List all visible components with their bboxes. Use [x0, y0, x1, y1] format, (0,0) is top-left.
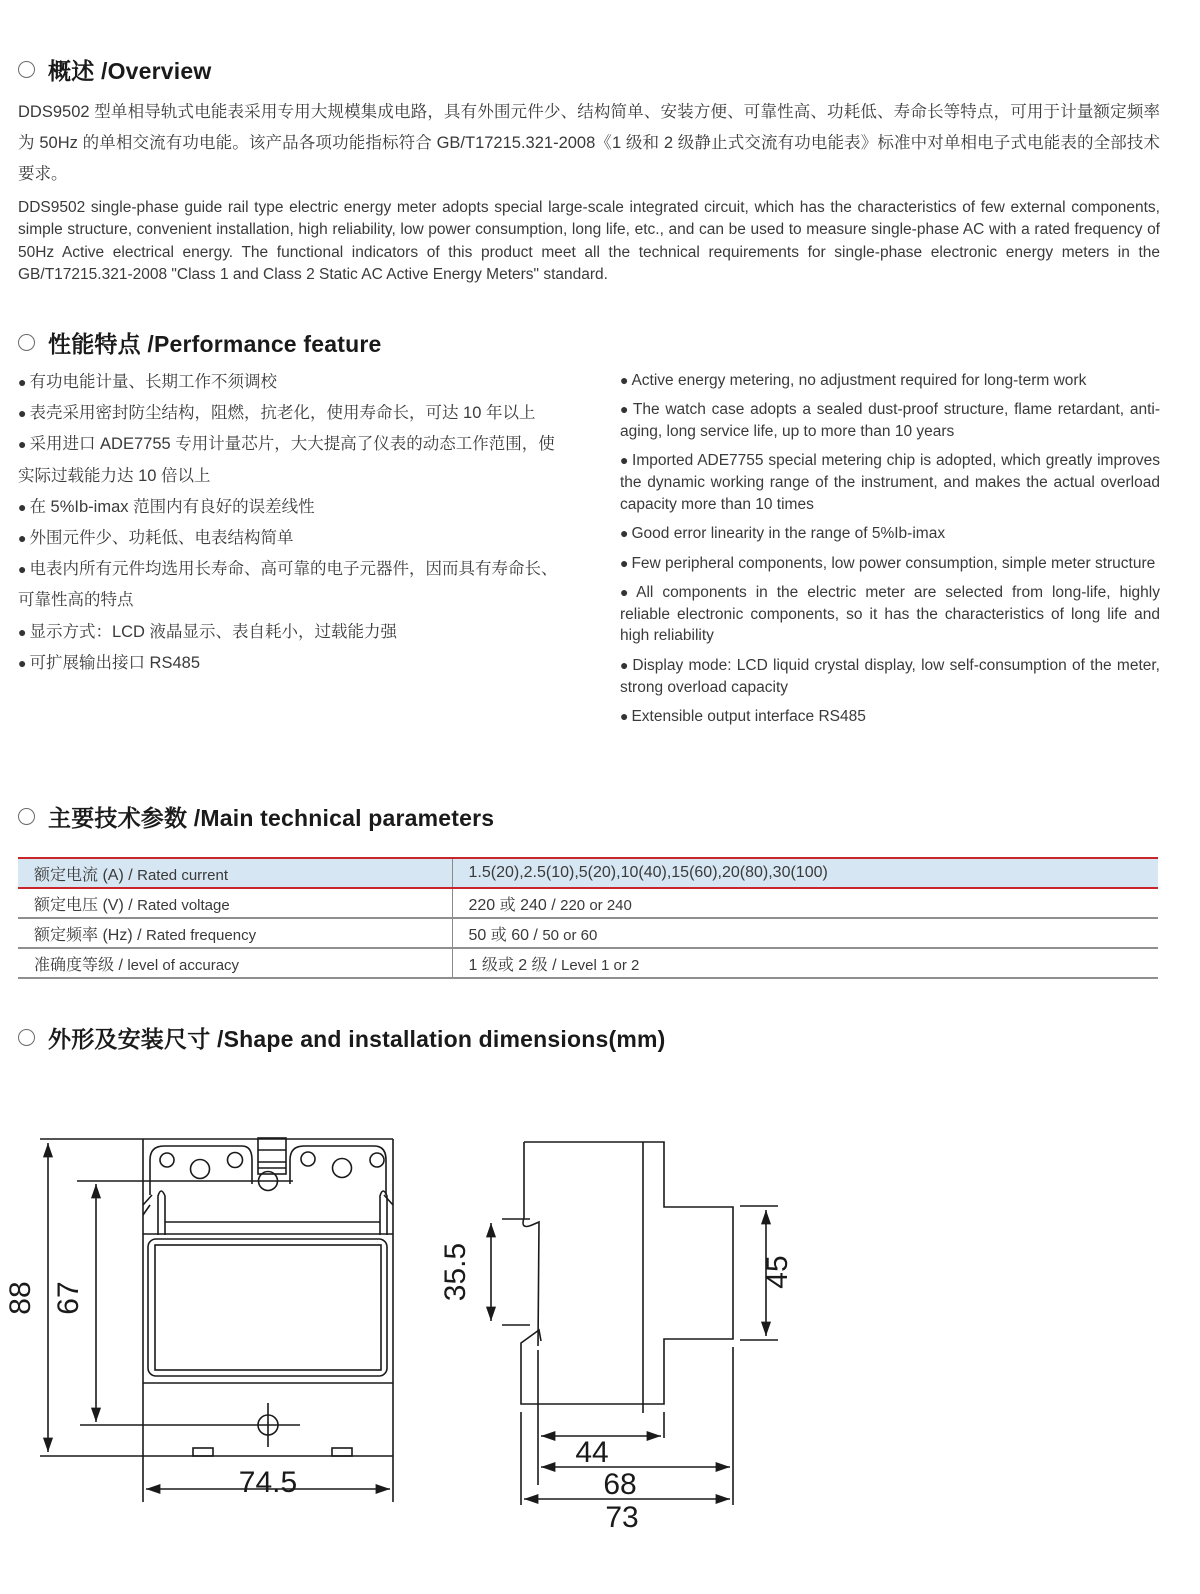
side-view [491, 1142, 778, 1505]
feature-item-cn [18, 648, 563, 679]
bullet-icon: ● [620, 525, 629, 542]
dim-label-45: 45 [761, 1255, 794, 1289]
feature-item-en [620, 553, 1160, 575]
param-label: 准确度等级 / level of accuracy [18, 948, 452, 978]
bullet-icon: ● [18, 654, 27, 671]
dim-label-44: 44 [575, 1436, 609, 1469]
front-view [40, 1138, 393, 1502]
bullet-icon: ● [18, 561, 27, 578]
dim-label-74-5: 74.5 [238, 1466, 298, 1499]
feature-text: Few peripheral components, low power consumption, simple meter structure [631, 554, 1156, 572]
dim-label-73: 73 [605, 1501, 639, 1534]
feature-text: Active energy metering, no adjustment required for long-term work [631, 372, 1087, 389]
feature-item-cn [18, 617, 563, 648]
feature-text: Good error linearity in the range of 5%Ib-imax [631, 525, 946, 543]
bullet-icon: ● [18, 374, 27, 390]
param-label: 额定电压 (V) / Rated voltage [18, 888, 452, 918]
bullet-icon: ● [18, 436, 27, 453]
feature-item-cn [18, 492, 563, 523]
section-circle-icon [18, 61, 35, 78]
feature-text: 外围元件少、功耗低、电表结构简单 [29, 529, 294, 548]
performance-heading-text: 性能特点 /Performance feature [48, 331, 382, 357]
param-label: 额定频率 (Hz) / Rated frequency [18, 918, 452, 948]
section-circle-icon [18, 1029, 35, 1046]
parameters-table [18, 857, 1158, 979]
feature-list-cn [18, 367, 563, 679]
param-value: 50 或 60 / 50 or 60 [468, 926, 598, 944]
feature-text: 采用进口 ADE7755 专用计量芯片，大大提高了仪表的动态工作范围，使实际过载能力达 10 倍以上 [18, 435, 555, 485]
feature-text: Display mode: LCD liquid crystal display, low self-consumption of the meter, strong overload capacity [620, 656, 1160, 696]
bullet-icon: ● [620, 554, 629, 571]
dim-label-88: 88 [4, 1281, 37, 1315]
feature-item-en [620, 523, 1160, 545]
overview-cn-text: DDS9502 型单相导轨式电能表采用专用大规模集成电路，具有外围元件少、结构简单、安装方便、可靠性高、功耗低、寿命长等特点，可用于计量额定频率为 50Hz 的单相交流有功电能。该产品各项功能指标符合 GB/T17215.321-2008《1 级和 2 级静止式交流有功电能表》标准中对单相电子式电能表的全部技术要求。 [18, 103, 1160, 183]
feature-text: 在 5%Ib-imax 范围内有良好的误差线性 [29, 497, 315, 516]
param-value: 1 级或 2 级 / Level 1 or 2 [468, 956, 640, 974]
feature-item-cn [18, 523, 563, 554]
parameters-heading [18, 800, 494, 833]
feature-item-cn [18, 554, 563, 616]
feature-text: 可扩展输出接口 RS485 [29, 653, 201, 672]
feature-text: 表壳采用密封防尘结构，阻燃，抗老化，使用寿命长，可达 10 年以上 [29, 404, 536, 423]
bullet-icon: ● [620, 583, 634, 600]
feature-text: 电表内所有元件均选用长寿命、高可靠的电子元器件，因而具有寿命长、可靠性高的特点 [18, 560, 558, 610]
bullet-icon: ● [620, 656, 630, 673]
performance-heading [18, 326, 381, 359]
bullet-icon: ● [18, 623, 27, 640]
feature-item-en [620, 582, 1160, 647]
dim-label-68: 68 [603, 1468, 637, 1501]
bullet-icon: ● [620, 452, 630, 469]
dimensions-heading [18, 1021, 666, 1054]
feature-text: 有功电能计量、长期工作不须调校 [29, 373, 277, 391]
feature-text: All components in the electric meter are selected from long-life, highly reliable electronic components, so it has the characteristics of long life and high reliability [620, 583, 1160, 645]
overview-en-text: DDS9502 single-phase guide rail type electric energy meter adopts special large-scale integrated circuit, which has the characteristics of few external components, simple structure, convenient installation, high reliability, low power consumption, long life, etc., and can be used to measure single-phase AC with a rated frequency of 50Hz Active electrical energy. The functional indicators of this product meet all the technical requirements for single-phase electronic energy meters in the GB/T17215.321-2008 "Class 1 and Class 2 Static AC Active Energy Meters" standard. [18, 199, 1160, 283]
section-circle-icon [18, 808, 35, 825]
table-row [18, 888, 1158, 918]
parameters-heading-text: 主要技术参数 /Main technical parameters [48, 805, 495, 831]
dim-label-35-5: 35.5 [439, 1242, 472, 1302]
feature-item-en [620, 370, 1160, 392]
feature-text: Imported ADE7755 special metering chip is adopted, which greatly improves the dynamic working range of the instrument, and makes the actual overload capacity more than 10 times [620, 452, 1160, 513]
overview-heading [18, 53, 211, 86]
param-value: 220 或 240 / 220 or 240 [468, 896, 632, 914]
feature-item-en [620, 399, 1160, 443]
bullet-icon: ● [620, 401, 630, 418]
param-value: 1.5(20),2.5(10),5(20),10(40),15(60),20(80),30(100) [468, 864, 828, 881]
feature-item-en [620, 706, 1160, 728]
bullet-icon: ● [18, 530, 27, 547]
feature-item-cn [18, 367, 563, 398]
param-label: 额定电流 (A) / Rated current [18, 858, 452, 888]
feature-list-en [620, 370, 1160, 735]
table-row [18, 948, 1158, 978]
table-row [18, 918, 1158, 948]
feature-text: 显示方式：LCD 液晶显示、表自耗小，过载能力强 [29, 622, 398, 641]
overview-heading-text: 概述 /Overview [48, 58, 212, 84]
dimension-drawing [0, 1100, 820, 1594]
feature-item-en [620, 655, 1160, 699]
feature-item-en [620, 450, 1160, 515]
dim-label-67: 67 [52, 1281, 85, 1315]
bullet-icon: ● [18, 405, 27, 422]
section-circle-icon [18, 334, 35, 351]
feature-item-cn [18, 398, 563, 429]
feature-item-cn [18, 429, 563, 491]
feature-text: The watch case adopts a sealed dust-proof structure, flame retardant, anti-aging, long service life, up to more than 10 years [620, 401, 1160, 441]
dimensions-heading-text: 外形及安装尺寸 /Shape and installation dimensions(mm) [48, 1026, 666, 1052]
bullet-icon: ● [620, 372, 629, 388]
bullet-icon: ● [18, 498, 27, 515]
feature-text: Extensible output interface RS485 [631, 707, 866, 725]
bullet-icon: ● [620, 707, 629, 724]
table-row [18, 858, 1158, 888]
